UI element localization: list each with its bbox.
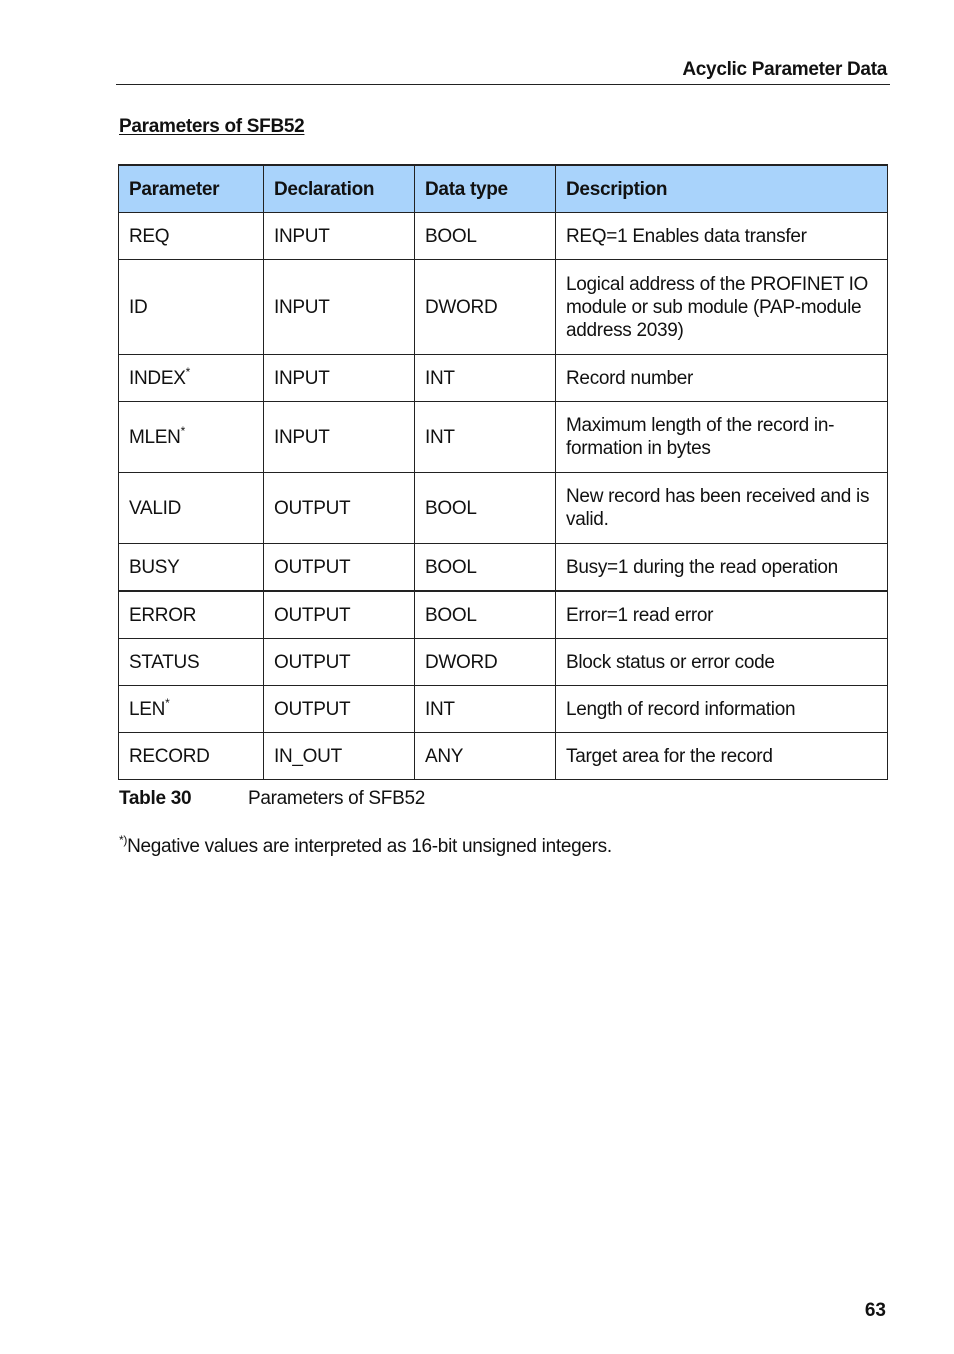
cell-description: Error=1 read error bbox=[556, 591, 888, 639]
cell-declaration: INPUT bbox=[264, 402, 415, 473]
cell-declaration: OUTPUT bbox=[264, 639, 415, 686]
table-caption bbox=[119, 788, 425, 810]
parameter-name: REQ bbox=[129, 225, 170, 247]
cell-declaration: OUTPUT bbox=[264, 473, 415, 544]
cell-parameter bbox=[119, 544, 264, 592]
cell-data-type: INT bbox=[415, 402, 556, 473]
parameter-name: ERROR bbox=[129, 604, 197, 626]
table-row bbox=[119, 544, 888, 592]
cell-data-type: BOOL bbox=[415, 213, 556, 260]
footnote-marker: * bbox=[185, 364, 190, 379]
cell-parameter bbox=[119, 213, 264, 260]
parameter-name: ID bbox=[129, 296, 148, 318]
cell-description: Busy=1 during the read operation bbox=[556, 544, 888, 592]
table-caption-text: Parameters of SFB52 bbox=[248, 788, 425, 809]
footnote-symbol: *) bbox=[119, 833, 128, 847]
table-row bbox=[119, 473, 888, 544]
column-header-parameter: Parameter bbox=[119, 165, 264, 213]
cell-data-type: ANY bbox=[415, 733, 556, 780]
cell-declaration: INPUT bbox=[264, 355, 415, 402]
parameter-name: MLEN bbox=[129, 426, 181, 448]
cell-data-type: BOOL bbox=[415, 473, 556, 544]
cell-description: Block status or error code bbox=[556, 639, 888, 686]
parameter-name: BUSY bbox=[129, 556, 180, 578]
cell-declaration: IN_OUT bbox=[264, 733, 415, 780]
footnote-marker: * bbox=[180, 423, 185, 438]
table-row bbox=[119, 639, 888, 686]
cell-parameter bbox=[119, 260, 264, 355]
column-header-data-type: Data type bbox=[415, 165, 556, 213]
column-header-declaration: Declaration bbox=[264, 165, 415, 213]
parameter-name: VALID bbox=[129, 497, 182, 519]
table-row bbox=[119, 355, 888, 402]
parameter-name: STATUS bbox=[129, 651, 200, 673]
cell-declaration: OUTPUT bbox=[264, 686, 415, 733]
table-row bbox=[119, 591, 888, 639]
cell-declaration: INPUT bbox=[264, 260, 415, 355]
cell-declaration: INPUT bbox=[264, 213, 415, 260]
cell-data-type: INT bbox=[415, 355, 556, 402]
cell-parameter bbox=[119, 733, 264, 780]
cell-description: Target area for the record bbox=[556, 733, 888, 780]
table-caption-label: Table 30 bbox=[119, 788, 192, 809]
table-row bbox=[119, 686, 888, 733]
table-header-row bbox=[119, 165, 888, 213]
cell-parameter bbox=[119, 473, 264, 544]
cell-description: Maximum length of the record in- formation in bytes bbox=[556, 402, 888, 473]
cell-parameter bbox=[119, 355, 264, 402]
cell-data-type: INT bbox=[415, 686, 556, 733]
cell-description: REQ=1 Enables data transfer bbox=[556, 213, 888, 260]
table-row bbox=[119, 733, 888, 780]
table-row bbox=[119, 213, 888, 260]
parameter-name: RECORD bbox=[129, 745, 210, 767]
cell-data-type: BOOL bbox=[415, 591, 556, 639]
cell-parameter bbox=[119, 639, 264, 686]
running-header: Acyclic Parameter Data bbox=[116, 58, 890, 85]
table-row bbox=[119, 402, 888, 473]
parameter-name: LEN bbox=[129, 698, 166, 720]
cell-description: Logical address of the PROFINET IO module or sub module (PAP-module address 2039) bbox=[556, 260, 888, 355]
cell-data-type: DWORD bbox=[415, 639, 556, 686]
footnote-marker: * bbox=[165, 695, 170, 710]
cell-data-type: DWORD bbox=[415, 260, 556, 355]
cell-description: New record has been received and is valid. bbox=[556, 473, 888, 544]
footnote-text: Negative values are interpreted as 16-bit unsigned integers. bbox=[127, 836, 612, 857]
cell-parameter bbox=[119, 686, 264, 733]
cell-declaration: OUTPUT bbox=[264, 591, 415, 639]
cell-description: Length of record information bbox=[556, 686, 888, 733]
cell-data-type: BOOL bbox=[415, 544, 556, 592]
table-row bbox=[119, 260, 888, 355]
cell-declaration: OUTPUT bbox=[264, 544, 415, 592]
parameter-name: INDEX bbox=[129, 367, 186, 389]
cell-parameter bbox=[119, 402, 264, 473]
parameters-table bbox=[118, 164, 888, 780]
section-title: Parameters of SFB52 bbox=[119, 116, 305, 137]
cell-description: Record number bbox=[556, 355, 888, 402]
page-number: 63 bbox=[864, 1300, 886, 1321]
column-header-description: Description bbox=[556, 165, 888, 213]
footnote bbox=[119, 833, 612, 858]
cell-parameter bbox=[119, 591, 264, 639]
